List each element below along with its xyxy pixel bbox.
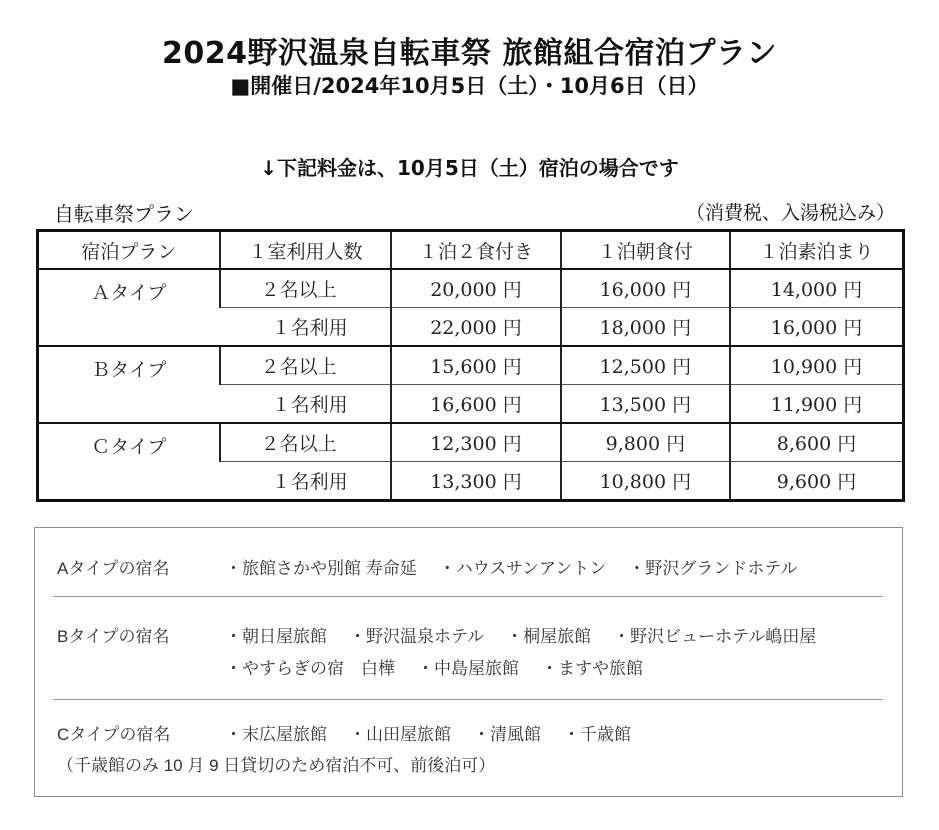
occupancy-cell: ２名以上	[220, 269, 392, 308]
inn-name: ・中島屋旅館	[417, 659, 519, 678]
inn-name: ・山田屋旅館	[349, 725, 451, 744]
table-header-row	[38, 231, 904, 270]
column-header-plan: 宿泊プラン	[38, 231, 220, 270]
inn-name: ・野沢温泉ホテル	[349, 627, 485, 646]
column-header-two-meals: １泊２食付き	[391, 231, 560, 270]
column-header-breakfast: １泊朝食付	[561, 231, 730, 270]
price-cell: 13,500 円	[561, 385, 730, 424]
inn-b-list-2	[225, 654, 665, 679]
price-cell: 12,500 円	[561, 346, 730, 385]
occupancy-cell: １名利用	[220, 385, 392, 424]
price-cell: 12,300 円	[391, 423, 560, 462]
table-caption: 自転車祭プラン	[54, 202, 194, 226]
occupancy-cell: ２名以上	[220, 346, 392, 385]
price-cell: 18,000 円	[561, 308, 730, 347]
inn-name: ・桐屋旅館	[506, 627, 592, 646]
inn-b-list	[225, 622, 816, 647]
price-cell: 20,000 円	[391, 269, 560, 308]
inn-a-label: Aタイプの宿名	[57, 559, 170, 578]
plan-b-name: Ｂタイプ	[38, 346, 220, 423]
occupancy-cell: １名利用	[271, 471, 348, 493]
column-header-room-only: １泊素泊まり	[730, 231, 903, 270]
inn-name: ・清風館	[473, 725, 541, 744]
inn-list-box	[34, 527, 903, 797]
inn-name: ・ますや旅館	[541, 659, 643, 678]
inn-c-list	[225, 720, 653, 745]
table-row	[38, 346, 904, 385]
inn-a-list	[225, 554, 820, 579]
divider	[53, 699, 883, 700]
price-cell: 22,000 円	[391, 308, 560, 347]
price-cell: 13,300 円	[391, 462, 560, 501]
table-row	[38, 423, 904, 462]
price-cell: 10,800 円	[561, 462, 730, 501]
inn-name: ・野沢グランドホテル	[628, 559, 798, 578]
inn-name: ・千歳館	[563, 725, 631, 744]
inn-b-label: Bタイプの宿名	[57, 627, 170, 646]
tax-note: （消費税、入湯税込み）	[685, 202, 895, 224]
page-title: 2024野沢温泉自転車祭 旅館組合宿泊プラン	[162, 36, 777, 71]
table-row	[38, 269, 904, 308]
price-cell: 16,000 円	[730, 308, 903, 347]
event-dates: ■開催日/2024年10月5日（土）・10月6日（日）	[230, 74, 709, 98]
price-table	[36, 229, 905, 502]
occupancy-cell: １名利用	[220, 308, 392, 347]
price-cell: 15,600 円	[391, 346, 560, 385]
pricing-note: ↓下記料金は、10月5日（土）宿泊の場合です	[260, 156, 679, 180]
price-cell: 16,600 円	[391, 385, 560, 424]
price-cell: 9,600 円	[730, 462, 903, 501]
price-cell: 14,000 円	[730, 269, 903, 308]
plan-c-name: Ｃタイプ	[91, 436, 167, 458]
inn-name: ・朝日屋旅館	[225, 627, 327, 646]
inn-name: ・やすらぎの宿 白樺	[225, 659, 395, 678]
price-cell: 10,900 円	[730, 346, 903, 385]
divider	[53, 596, 883, 597]
inn-name: ・野沢ビューホテル嶋田屋	[613, 627, 817, 646]
price-cell: 9,800 円	[561, 423, 730, 462]
price-cell: 16,000 円	[561, 269, 730, 308]
plan-a-name: Ａタイプ	[38, 269, 220, 346]
inn-c-label: Cタイプの宿名	[57, 725, 171, 744]
column-header-occupancy: １室利用人数	[220, 231, 392, 270]
inn-name: ・末広屋旅館	[225, 725, 327, 744]
occupancy-cell: ２名以上	[220, 423, 392, 462]
inn-name: ・旅館さかや別館 寿命延	[225, 559, 417, 578]
price-cell: 8,600 円	[730, 423, 903, 462]
inn-c-note: （千歳館のみ 10 月 9 日貸切のため宿泊不可、前後泊可）	[57, 756, 496, 775]
price-cell: 11,900 円	[730, 385, 903, 424]
inn-name: ・ハウスサンアントン	[438, 559, 607, 578]
